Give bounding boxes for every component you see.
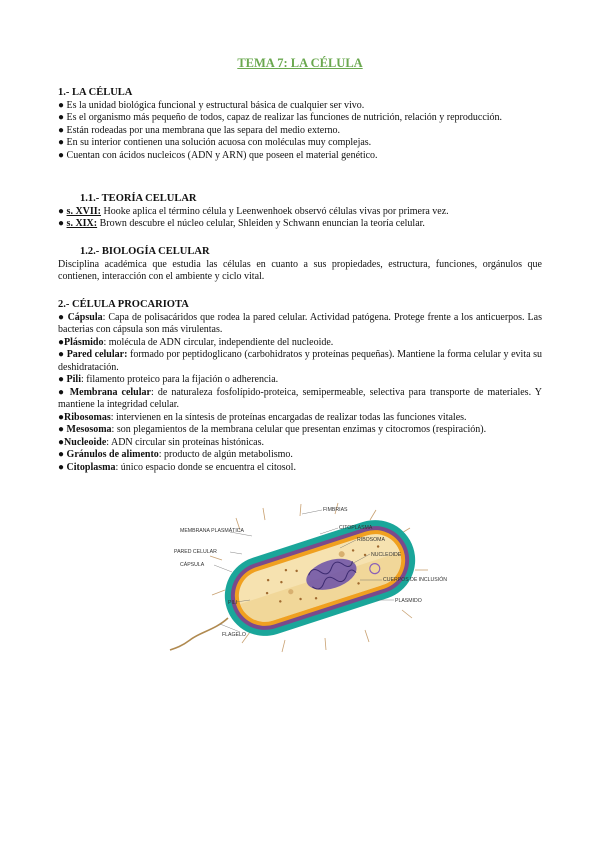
definition-item — [58, 462, 542, 475]
bullet-glyph: ● — [58, 436, 65, 448]
term: Mesosoma — [66, 424, 112, 435]
definition-item — [58, 437, 542, 450]
definition-item — [58, 424, 542, 437]
definition-text: : molécula de ADN circular, independiente del nucleoide. — [103, 336, 334, 348]
section-biologia-celular — [58, 246, 542, 284]
label-nucleoide: NUCLEOIDE — [371, 552, 402, 558]
subsection-heading: 1.1.- TEORÍA CELULAR — [80, 193, 197, 204]
bullet-item — [58, 218, 542, 231]
section-la-celula — [58, 87, 542, 162]
definition-item — [58, 312, 542, 337]
bullet-item: ● En su interior contienen una solución acuosa con moléculas muy complejas. — [58, 137, 372, 148]
definition-item — [58, 412, 542, 425]
term: Citoplasma — [66, 461, 116, 473]
label-capsula: CÁPSULA — [180, 562, 205, 568]
section-heading: 2.- CÉLULA PROCARIOTA — [58, 299, 189, 310]
bullet-glyph: ● — [58, 205, 65, 217]
bullet-glyph: ● — [58, 349, 67, 360]
term: Pili — [66, 374, 81, 385]
term: Cápsula — [67, 311, 103, 323]
term: Plásmido — [64, 336, 104, 348]
bullet-glyph: ● — [58, 374, 67, 385]
label-flagelo: FLAGELO — [222, 632, 246, 638]
label-pared: PARED CELULAR — [174, 549, 217, 555]
label-fimbrias: FIMBRIAS — [323, 507, 348, 513]
section-teoria-celular — [58, 193, 542, 231]
label-citoplasma: CITOPLASMA — [339, 525, 373, 531]
definition-list — [58, 312, 542, 475]
term: Gránulos de alimento — [66, 449, 159, 460]
definition-item — [58, 387, 542, 412]
bullet-glyph: ● — [58, 218, 65, 229]
definition-text: : de naturaleza fosfolípido-proteica, semipermeable, selectiva para transporte de materiales. Y mantiene la integridad celular. — [58, 386, 542, 410]
bullet-glyph: ● — [58, 449, 67, 460]
prokaryotic-cell-figure — [170, 500, 447, 660]
label-pili: PILI — [228, 600, 238, 606]
definition-text: formado por peptidoglicano (carbohidratos y proteínas pequeñas). Mantiene la forma celular y evita su deshidratación. — [58, 349, 542, 373]
item-key: s. XVII: — [66, 205, 101, 217]
subsection-heading: 1.2.- BIOLOGÍA CELULAR — [80, 246, 210, 257]
term: Membrana celular — [69, 386, 151, 398]
label-ribosoma: RIBOSOMA — [357, 537, 385, 543]
item-text: Brown descubre el núcleo celular, Shleiden y Schwann enuncian la teoría celular. — [97, 218, 425, 229]
bullet-glyph: ● — [58, 411, 65, 423]
label-membrana: MEMBRANA PLASMÁTICA — [180, 528, 244, 534]
definition-text: : son plegamientos de la membrana celular que presentan enzimas y citocromos (respiración). — [111, 424, 487, 435]
label-plasmido: PLASMIDO — [395, 598, 422, 604]
item-text: Hooke aplica el término célula y Leenwenhoek observó células vivas por primera vez. — [101, 205, 449, 217]
paragraph: Disciplina académica que estudia las células en cuanto a sus propiedades, estructura, funciones, orgánulos que contienen, interacción con el ambiente y ciclo vital. — [58, 258, 542, 282]
term: Pared celular: — [66, 349, 128, 360]
definition-item — [58, 337, 542, 350]
flagellum-shape — [170, 618, 228, 650]
definition-text: : único espacio donde se encuentra el citosol. — [115, 461, 296, 473]
definition-text: : ADN circular sin proteínas histónicas. — [106, 436, 265, 448]
item-key: s. XIX: — [66, 218, 98, 229]
bullet-item: ● Cuentan con ácidos nucleicos (ADN y ARN) que poseen el material genético. — [58, 149, 378, 161]
bullet-item: ● Es el organismo más pequeño de todos, capaz de realizar las funciones de nutrición, relación y reproducción. — [58, 112, 503, 123]
bullet-glyph: ● — [58, 461, 67, 473]
section-celula-procariota — [58, 299, 542, 474]
section-heading: 1.- LA CÉLULA — [58, 87, 133, 98]
bullet-glyph: ● — [58, 336, 65, 348]
definition-text: : producto de algún metabolismo. — [158, 449, 293, 460]
definition-item — [58, 449, 542, 462]
definition-text: : filamento proteico para la fijación o adherencia. — [81, 374, 279, 385]
definition-item — [58, 349, 542, 374]
page-title: TEMA 7: LA CÉLULA — [237, 56, 363, 70]
bullet-glyph: ● — [58, 311, 68, 323]
term: Ribosomas — [64, 411, 111, 423]
bullet-item: ● Es la unidad biológica funcional y estructural básica de cualquier ser vivo. — [58, 99, 365, 111]
bullet-glyph: ● — [58, 386, 70, 398]
label-cuerpos: CUERPOS DE INCLUSIÓN — [383, 577, 447, 583]
bullet-glyph: ● — [58, 424, 67, 435]
bacterium-illustration — [170, 500, 447, 660]
term: Nucleoide — [64, 436, 107, 448]
bullet-item: ● Están rodeadas por una membrana que las separa del medio externo. — [58, 124, 341, 136]
bullet-item — [58, 206, 542, 219]
definition-text: : intervienen en la síntesis de proteínas encargadas de realizar todas las funciones vitales. — [110, 411, 467, 423]
definition-item — [58, 374, 542, 387]
definition-text: : Capa de polisacáridos que rodea la pared celular. Actividad patógena. Protege frente a los anticuerpos. Las bacterias con cápsula son más virulentas. — [58, 311, 542, 335]
